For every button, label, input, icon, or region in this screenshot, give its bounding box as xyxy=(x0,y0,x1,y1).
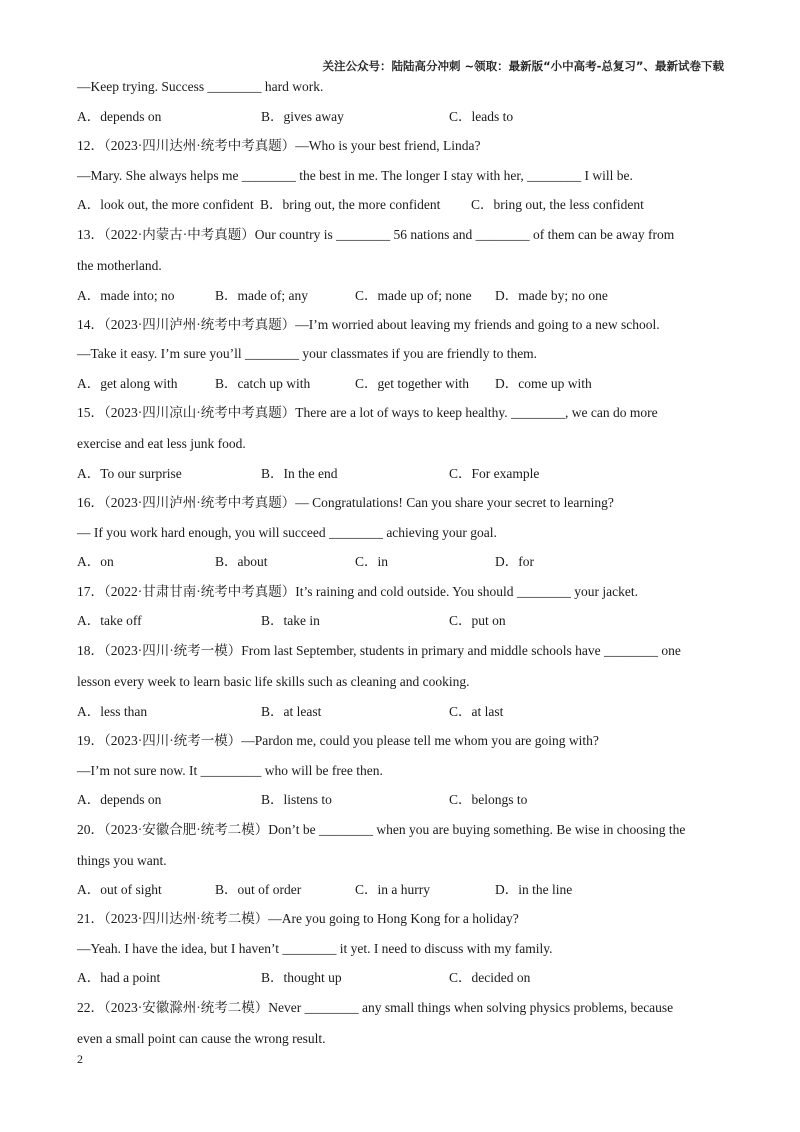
q13-stem: 13．（2022·内蒙古·中考真题）Our country is ________ 56 nations and ________ of them can be away from xyxy=(77,227,675,242)
option-a: A．look out, the more confident xyxy=(77,197,254,212)
q21-line2: —Yeah. I have the idea, but I haven’t ________ it yet. I need to discuss with my family. xyxy=(77,941,553,956)
q13-options xyxy=(77,287,730,305)
q11-options xyxy=(77,108,730,126)
option-d: D．for xyxy=(495,554,534,569)
option-c: C．in a hurry xyxy=(355,882,430,897)
option-a: A．To our surprise xyxy=(77,466,182,481)
q22-line2: even a small point can cause the wrong result. xyxy=(77,1031,326,1046)
q16-stem: 16．（2023·四川泸州·统考中考真题）— Congratulations! Can you share your secret to learning? xyxy=(77,495,614,510)
q17-options xyxy=(77,612,730,630)
option-c: C．made up of; none xyxy=(355,288,472,303)
page-header: 关注公众号：陆陆高分冲刺 ~领取：最新版“小中高考-总复习”、最新试卷下载 xyxy=(322,59,724,73)
q14-line2: —Take it easy. I’m sure you’ll ________ your classmates if you are friendly to them. xyxy=(77,346,538,361)
q12-stem: 12．（2023·四川达州·统考中考真题）—Who is your best friend, Linda? xyxy=(77,138,481,153)
option-d: D．in the line xyxy=(495,882,573,897)
option-a: A．get along with xyxy=(77,376,178,391)
option-c: C．leads to xyxy=(449,109,514,124)
q15-stem: 15．（2023·四川凉山·统考中考真题）There are a lot of ways to keep healthy. ________, we can do more xyxy=(77,405,658,420)
option-c: C．in xyxy=(355,554,389,569)
q13-line2: the motherland. xyxy=(77,258,162,273)
q16-line2: — If you work hard enough, you will succeed ________ achieving your goal. xyxy=(77,525,497,540)
q20-line2: things you want. xyxy=(77,853,167,868)
option-b: B．out of order xyxy=(215,882,302,897)
option-b: B．thought up xyxy=(261,970,342,985)
option-c: C．belongs to xyxy=(449,792,528,807)
q15-line2: exercise and eat less junk food. xyxy=(77,436,246,451)
q18-stem: 18．（2023·四川·统考一模）From last September, students in primary and middle schools have ________ one xyxy=(77,643,681,658)
q21-options xyxy=(77,969,730,987)
option-a: A．out of sight xyxy=(77,882,162,897)
option-b: B．at least xyxy=(261,704,322,719)
option-c: C．get together with xyxy=(355,376,469,391)
q19-options xyxy=(77,791,730,809)
option-b: B．listens to xyxy=(261,792,332,807)
option-c: C．decided on xyxy=(449,970,531,985)
q12-line2: —Mary. She always helps me ________ the best in me. The longer I stay with her, ________ I will be. xyxy=(77,168,633,183)
option-b: B．take in xyxy=(261,613,320,628)
q17-stem: 17．（2022·甘肃甘南·统考中考真题）It’s raining and cold outside. You should ________ your jacket. xyxy=(77,584,638,599)
q19-stem: 19．（2023·四川·统考一模）—Pardon me, could you please tell me whom you are going with? xyxy=(77,733,599,748)
page-number: 2 xyxy=(77,1052,83,1066)
option-a: A．made into; no xyxy=(77,288,175,303)
option-c: C．bring out, the less confident xyxy=(471,197,644,212)
q20-options xyxy=(77,881,730,899)
option-a: A．depends on xyxy=(77,109,162,124)
option-a: A．on xyxy=(77,554,114,569)
q18-line2: lesson every week to learn basic life skills such as cleaning and cooking. xyxy=(77,674,470,689)
q15-options xyxy=(77,465,730,483)
option-b: B．made of; any xyxy=(215,288,308,303)
q20-stem: 20．（2023·安徽合肥·统考二模）Don’t be ________ when you are buying something. Be wise in choosing the xyxy=(77,822,686,837)
option-a: A．take off xyxy=(77,613,142,628)
q12-options xyxy=(77,196,730,214)
q16-options xyxy=(77,553,730,571)
option-b: B．In the end xyxy=(261,466,338,481)
option-a: A．had a point xyxy=(77,970,161,985)
option-c: C．For example xyxy=(449,466,540,481)
option-b: B．about xyxy=(215,554,268,569)
option-b: B．bring out, the more confident xyxy=(260,197,441,212)
q11-text: —Keep trying. Success ________ hard work. xyxy=(77,79,324,94)
q21-stem: 21．（2023·四川达州·统考二模）—Are you going to Hong Kong for a holiday? xyxy=(77,911,519,926)
option-c: C．at last xyxy=(449,704,504,719)
option-a: A．depends on xyxy=(77,792,162,807)
q14-options xyxy=(77,375,730,393)
option-b: B．gives away xyxy=(261,109,344,124)
option-a: A．less than xyxy=(77,704,148,719)
option-c: C．put on xyxy=(449,613,506,628)
q14-stem: 14．（2023·四川泸州·统考中考真题）—I’m worried about leaving my friends and going to a new school. xyxy=(77,317,660,332)
option-d: D．made by; no one xyxy=(495,288,608,303)
option-d: D．come up with xyxy=(495,376,592,391)
q22-stem: 22．（2023·安徽滁州·统考二模）Never ________ any small things when solving physics problems, because xyxy=(77,1000,674,1015)
q18-options xyxy=(77,703,730,721)
option-b: B．catch up with xyxy=(215,376,311,391)
q19-line2: —I’m not sure now. It _________ who will be free then. xyxy=(77,763,383,778)
